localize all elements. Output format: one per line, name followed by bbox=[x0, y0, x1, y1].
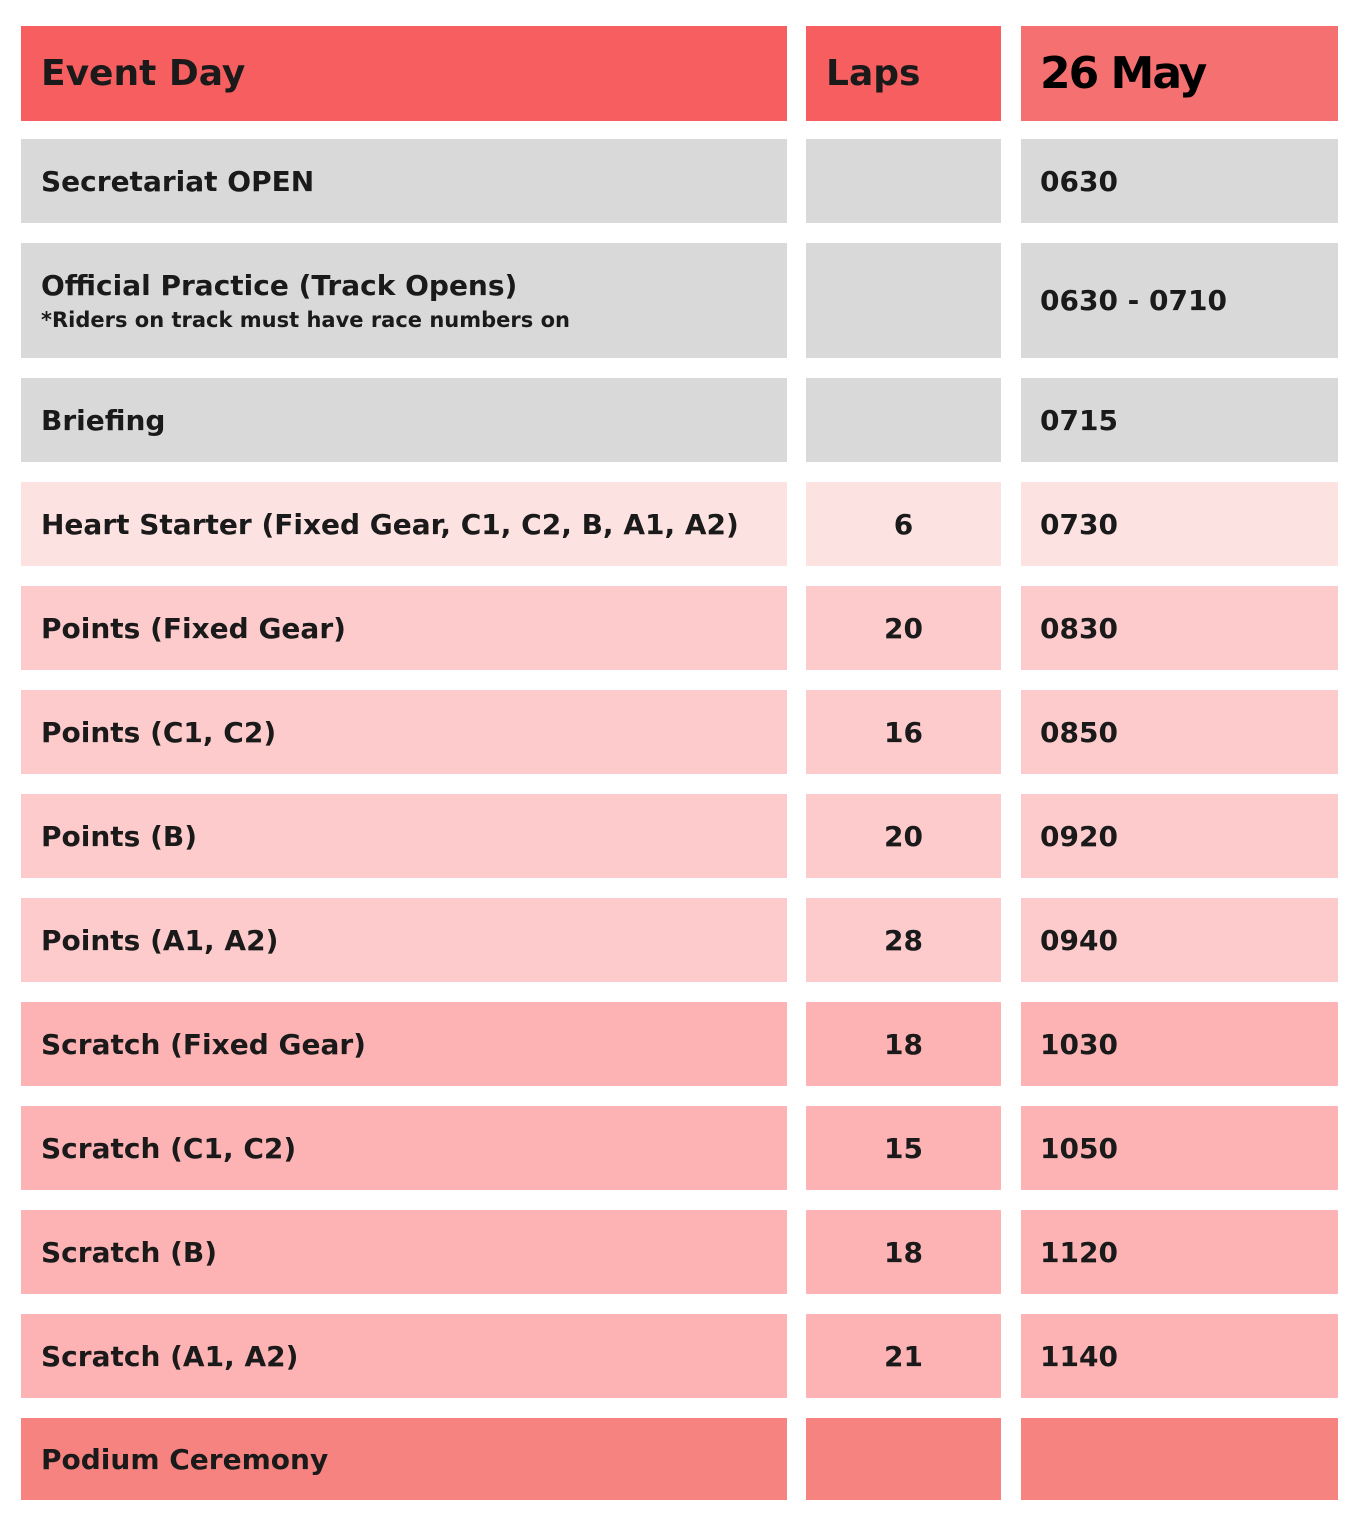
event-cell: Points (A1, A2) bbox=[21, 898, 787, 982]
event-cell: Podium Ceremony bbox=[21, 1418, 787, 1500]
event-title: Official Practice (Track Opens) bbox=[41, 269, 518, 302]
table-row bbox=[21, 139, 1338, 223]
header-row bbox=[21, 26, 1338, 121]
table-row bbox=[21, 1418, 1338, 1500]
event-note: *Riders on track must have race numbers on bbox=[41, 308, 570, 332]
time-cell: 1030 bbox=[1021, 1002, 1338, 1086]
table-row bbox=[21, 794, 1338, 878]
schedule-table bbox=[21, 26, 1338, 1500]
time-cell: 0850 bbox=[1021, 690, 1338, 774]
laps-cell bbox=[806, 139, 1001, 223]
laps-cell: 18 bbox=[806, 1002, 1001, 1086]
laps-cell: 15 bbox=[806, 1106, 1001, 1190]
laps-cell bbox=[806, 378, 1001, 462]
table-row bbox=[21, 898, 1338, 982]
time-cell: 0630 - 0710 bbox=[1021, 243, 1338, 358]
laps-cell: 20 bbox=[806, 586, 1001, 670]
laps-cell: 28 bbox=[806, 898, 1001, 982]
time-cell: 1140 bbox=[1021, 1314, 1338, 1398]
laps-cell: 21 bbox=[806, 1314, 1001, 1398]
header-laps: Laps bbox=[806, 26, 1001, 121]
laps-cell: 18 bbox=[806, 1210, 1001, 1294]
event-cell: Scratch (B) bbox=[21, 1210, 787, 1294]
time-cell: 0630 bbox=[1021, 139, 1338, 223]
event-cell: Points (B) bbox=[21, 794, 787, 878]
event-cell: Points (Fixed Gear) bbox=[21, 586, 787, 670]
table-row bbox=[21, 378, 1338, 462]
event-cell: Briefing bbox=[21, 378, 787, 462]
header-event-day: Event Day bbox=[21, 26, 787, 121]
table-row bbox=[21, 482, 1338, 566]
event-cell bbox=[21, 243, 787, 358]
table-row bbox=[21, 1314, 1338, 1398]
laps-cell: 20 bbox=[806, 794, 1001, 878]
event-cell: Heart Starter (Fixed Gear, C1, C2, B, A1, A2) bbox=[21, 482, 787, 566]
table-row bbox=[21, 690, 1338, 774]
time-cell: 0940 bbox=[1021, 898, 1338, 982]
time-cell: 0920 bbox=[1021, 794, 1338, 878]
table-row bbox=[21, 1210, 1338, 1294]
table-row bbox=[21, 243, 1338, 358]
time-cell: 1050 bbox=[1021, 1106, 1338, 1190]
event-cell: Scratch (A1, A2) bbox=[21, 1314, 787, 1398]
time-cell bbox=[1021, 1418, 1338, 1500]
header-date: 26 May bbox=[1021, 26, 1338, 121]
event-cell: Points (C1, C2) bbox=[21, 690, 787, 774]
time-cell: 0730 bbox=[1021, 482, 1338, 566]
laps-cell: 16 bbox=[806, 690, 1001, 774]
table-row bbox=[21, 586, 1338, 670]
table-row bbox=[21, 1106, 1338, 1190]
event-cell: Scratch (C1, C2) bbox=[21, 1106, 787, 1190]
time-cell: 1120 bbox=[1021, 1210, 1338, 1294]
event-cell: Scratch (Fixed Gear) bbox=[21, 1002, 787, 1086]
laps-cell bbox=[806, 243, 1001, 358]
event-cell: Secretariat OPEN bbox=[21, 139, 787, 223]
time-cell: 0715 bbox=[1021, 378, 1338, 462]
table-row bbox=[21, 1002, 1338, 1086]
laps-cell: 6 bbox=[806, 482, 1001, 566]
time-cell: 0830 bbox=[1021, 586, 1338, 670]
laps-cell bbox=[806, 1418, 1001, 1500]
